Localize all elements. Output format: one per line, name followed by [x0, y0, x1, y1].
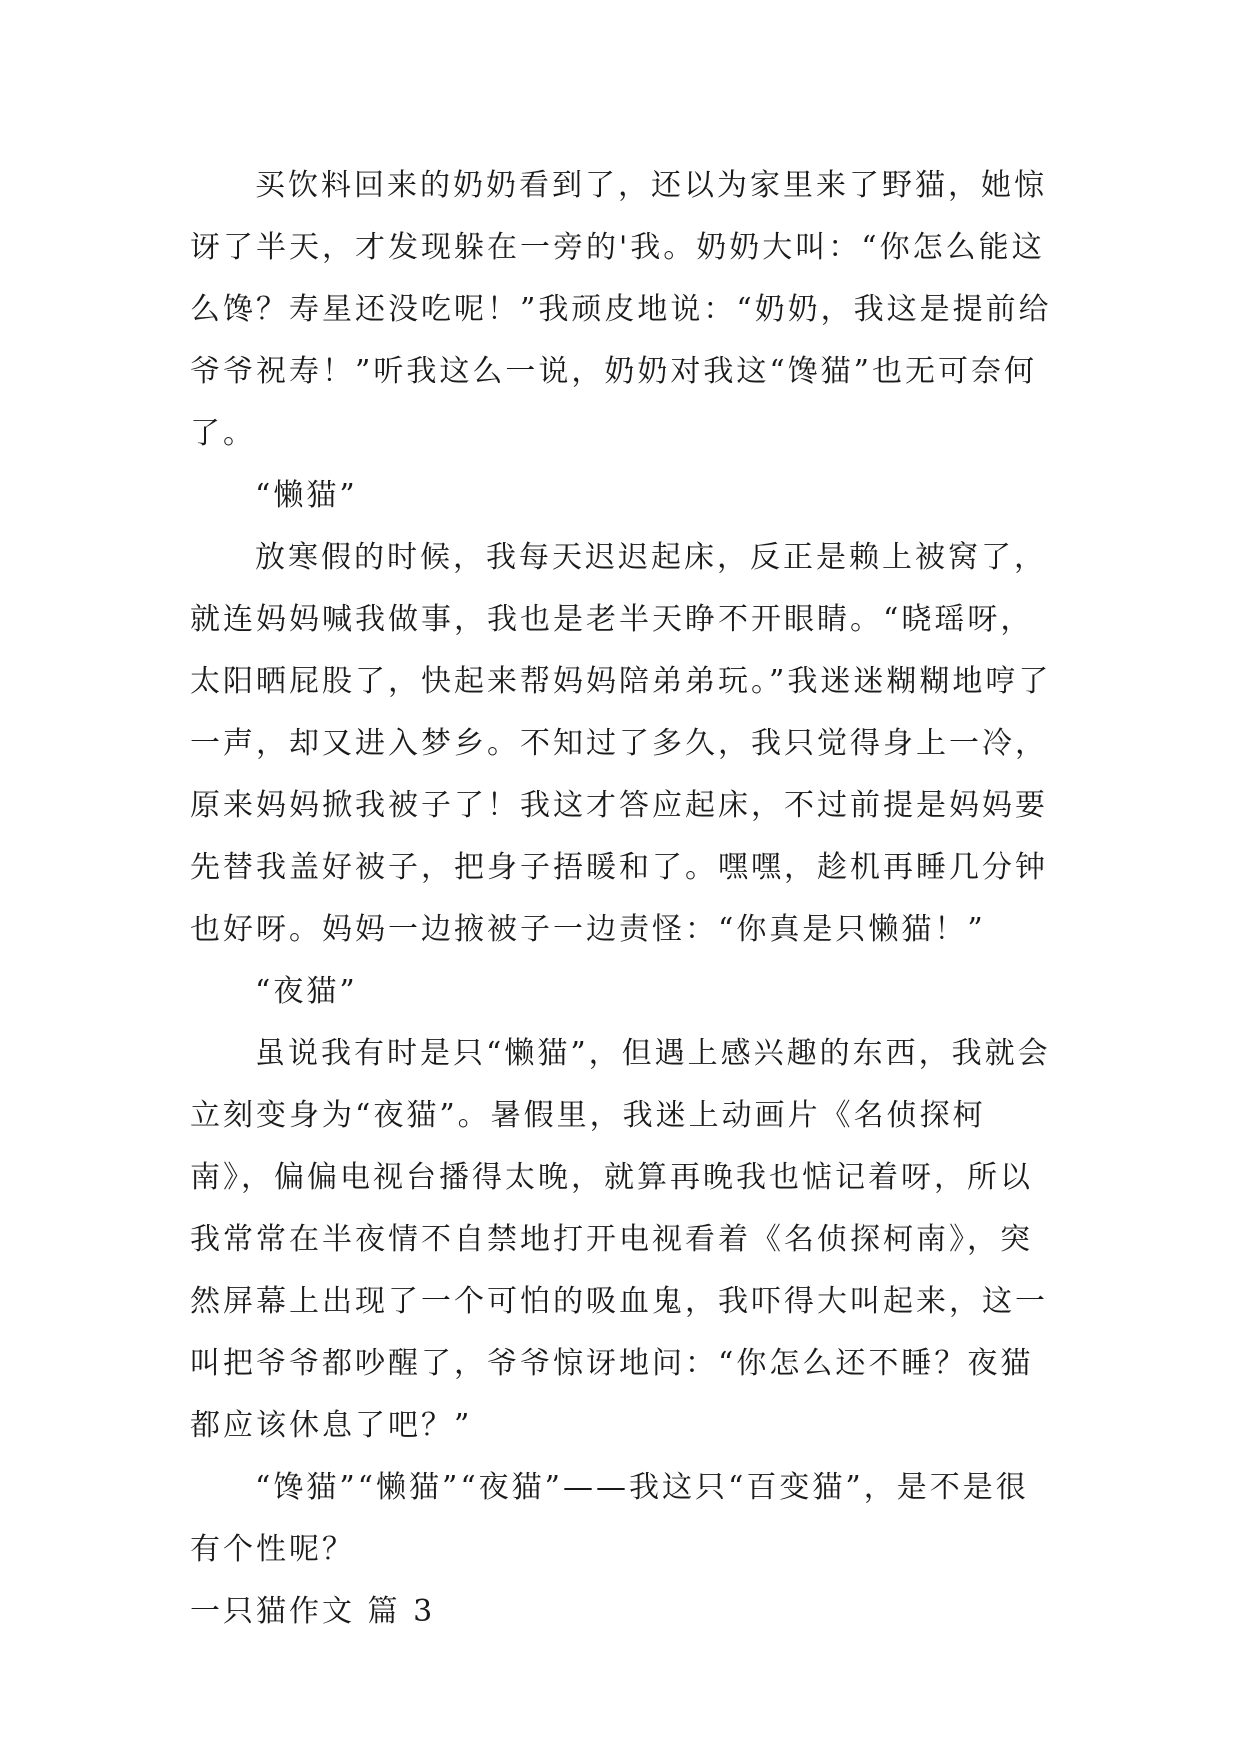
paragraph-night-cat: 虽说我有时是只“懒猫”，但遇上感兴趣的东西，我就会立刻变身为“夜猫”。暑假里，我迷上动画片《名侦探柯南》，偏偏电视台播得太晚，就算再晚我也惦记着呀，所以我常常在半夜情不自禁地打开电视看着《名侦探柯南》，突然屏幕上出现了一个可怕的吸血鬼，我吓得大叫起来，这一叫把爷爷都吵醒了，爷爷惊讶地问：“你怎么还不睡？夜猫都应该休息了吧？” — [190, 1036, 1051, 1443]
paragraph-conclusion: “馋猫”“懒猫”“夜猫”——我这只“百变猫”，是不是很有个性呢？ — [190, 1470, 1029, 1567]
section-title: 一只猫作文 篇 3 — [190, 1594, 436, 1629]
paragraph-lazy-cat: 放寒假的时候，我每天迟迟起床，反正是赖上被窝了，就连妈妈喊我做事，我也是老半天睁不开眼睛。“晓瑶呀，太阳晒屁股了，快起来帮妈妈陪弟弟玩。”我迷迷糊糊地哼了一声，却又进入梦乡。不知过了多久，我只觉得身上一冷，原来妈妈掀我被子了！我这才答应起床，不过前提是妈妈要先替我盖好被子，把身子捂暖和了。嘿嘿，趁机再睡几分钟也好呀。妈妈一边掖被子一边责怪：“你真是只懒猫！” — [190, 540, 1052, 947]
document-body — [190, 155, 1060, 1643]
paragraph-grandma: 买饮料回来的奶奶看到了，还以为家里来了野猫，她惊讶了半天，才发现躲在一旁的'我。奶奶大叫：“你怎么能这么馋？寿星还没吃呢！”我顽皮地说：“奶奶，我这是提前给爷爷祝寿！”听我这么一说，奶奶对我这“馋猫”也无可奈何了。 — [190, 168, 1052, 451]
subheading-night-cat: “夜猫” — [255, 974, 358, 1009]
subheading-lazy-cat: “懒猫” — [255, 478, 358, 513]
